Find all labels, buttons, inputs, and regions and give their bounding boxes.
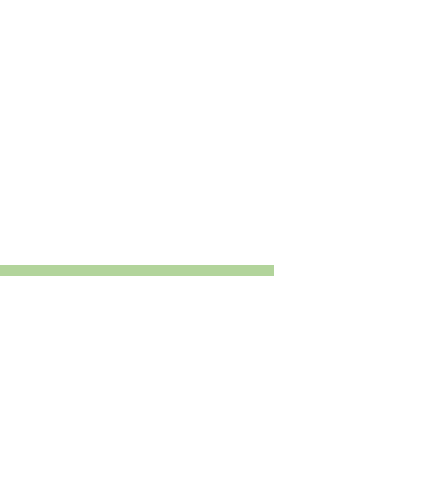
section-divider-bar <box>0 265 274 276</box>
